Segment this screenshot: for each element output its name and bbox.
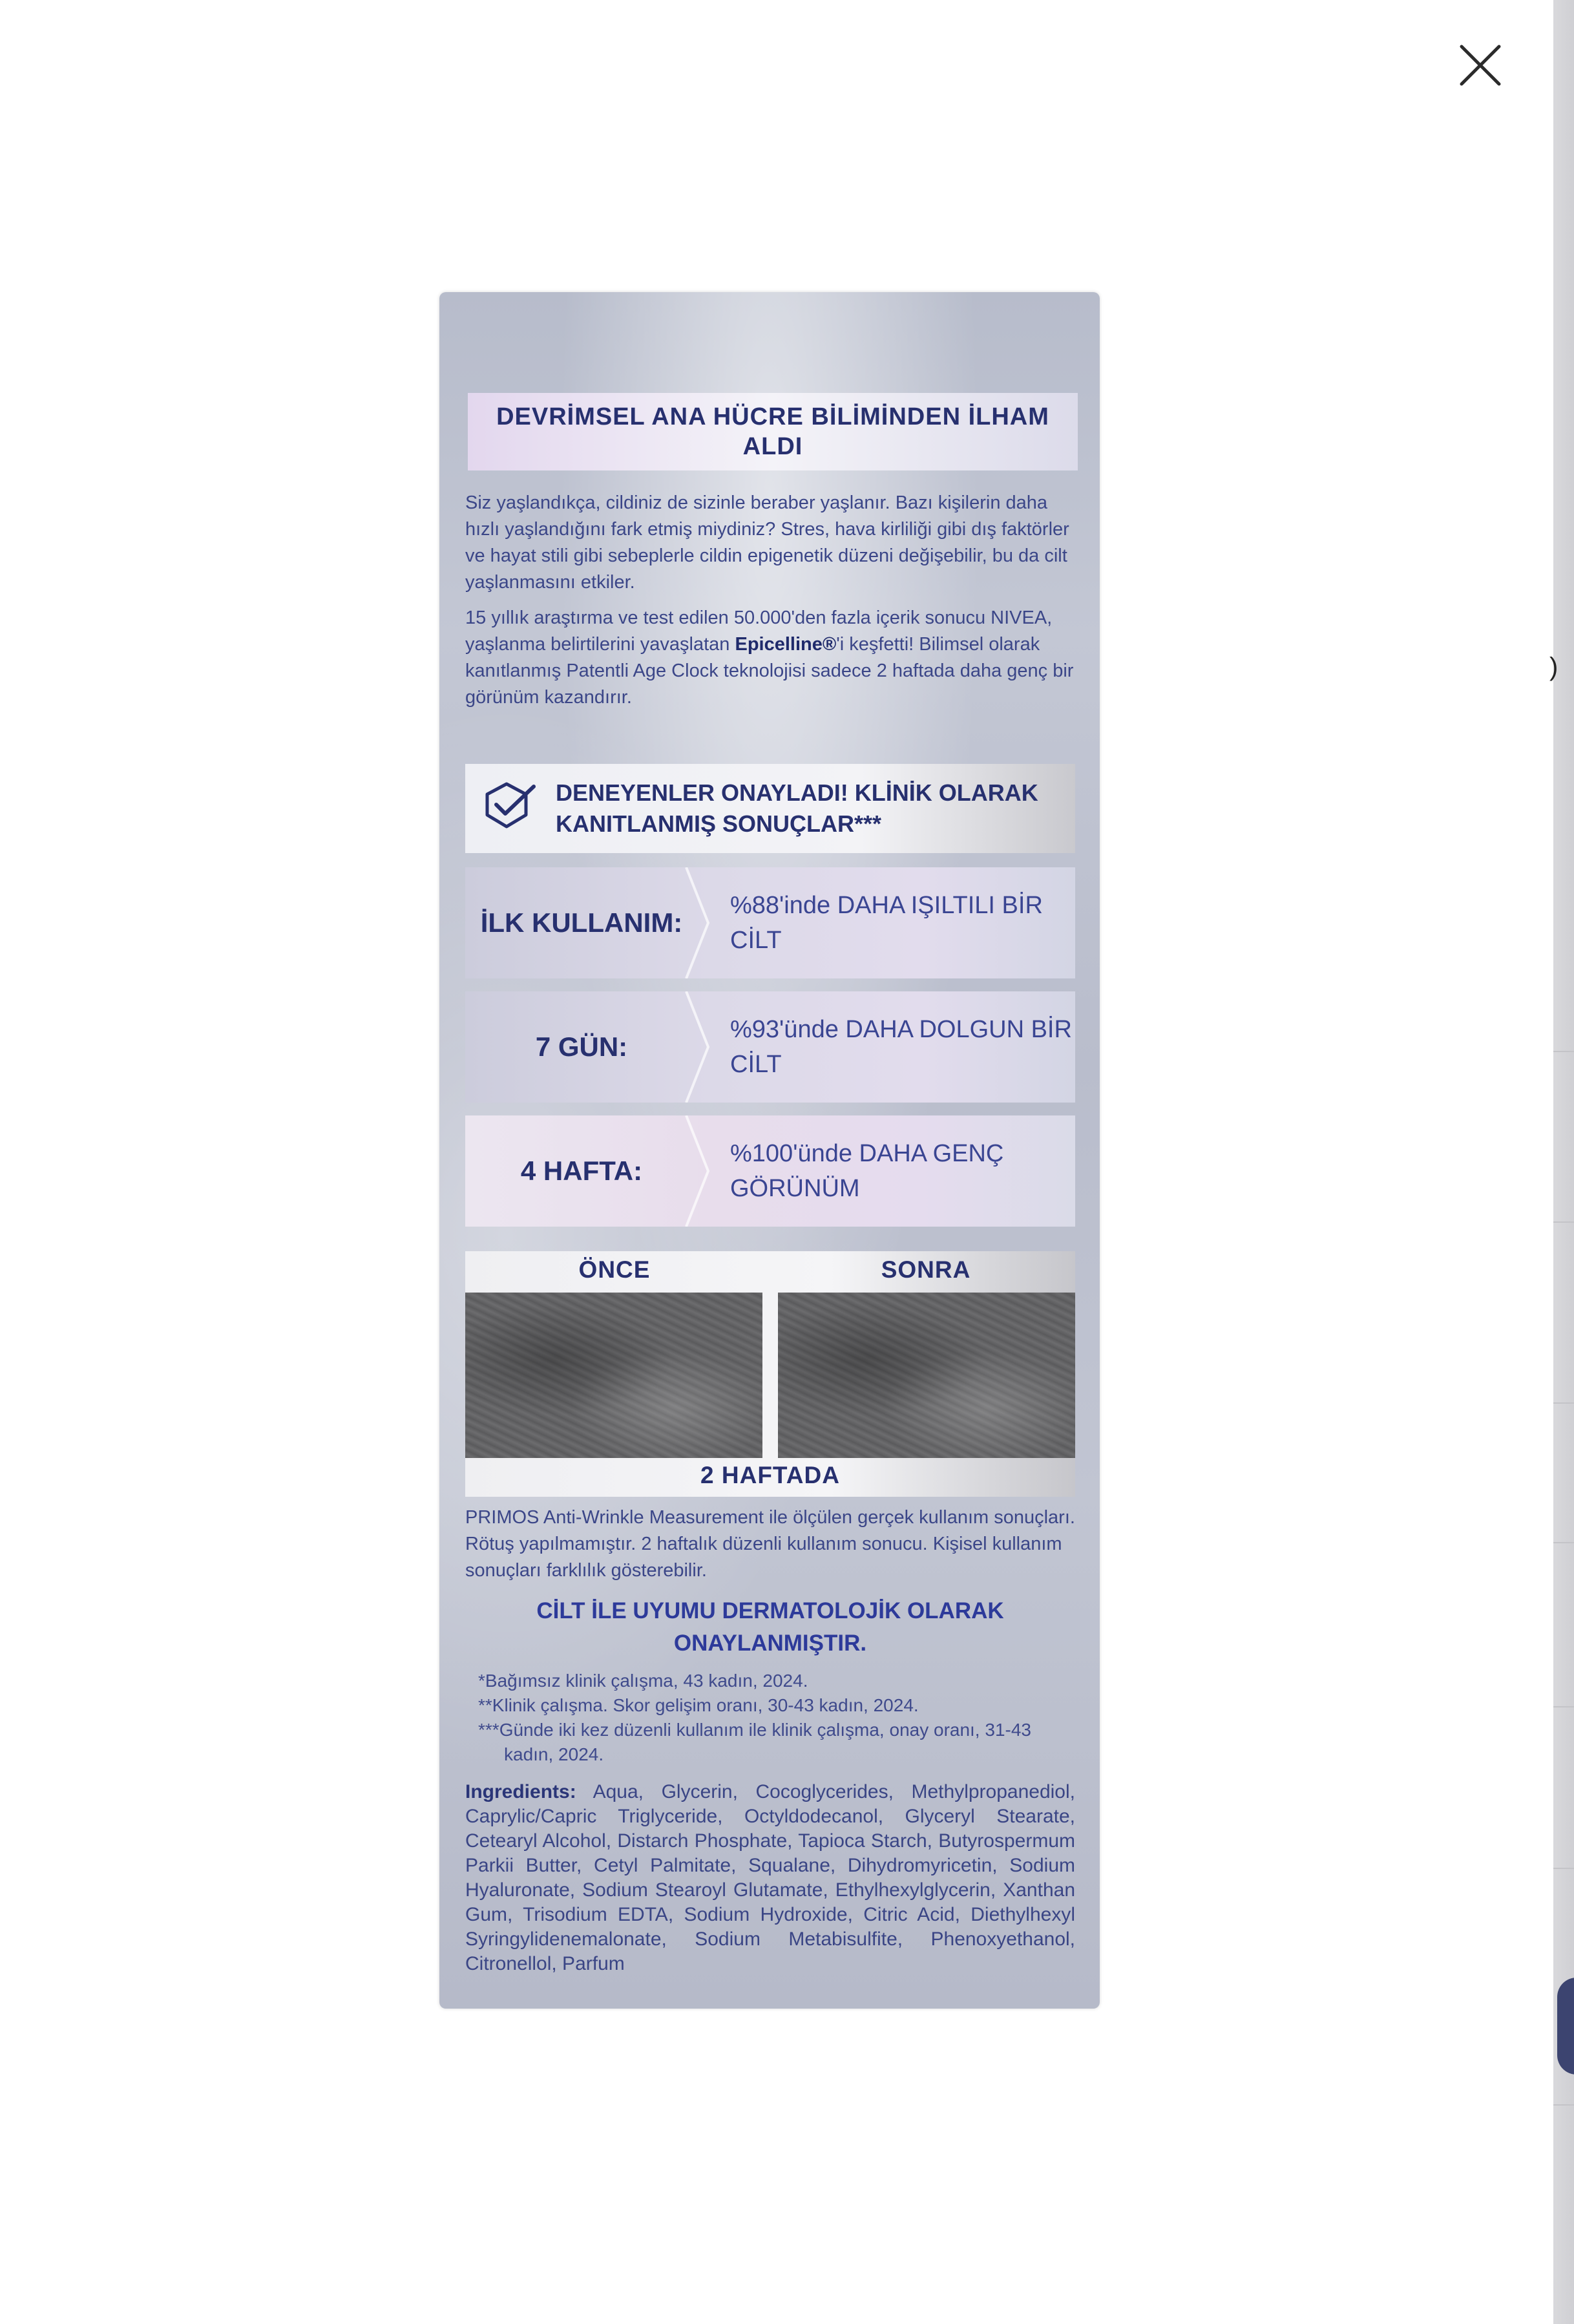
after-skin-photo — [778, 1293, 1075, 1458]
stat-value: %100'ünde DAHA GENÇ GÖRÜNÜM — [730, 1140, 1004, 1202]
footnotes — [478, 1669, 1075, 1767]
stat-label: İLK KULLANIM: — [480, 907, 683, 938]
research-paragraph — [465, 605, 1075, 711]
chevron-divider-icon — [685, 1115, 711, 1227]
after-label: SONRA — [881, 1256, 971, 1283]
measurement-note: PRIMOS Anti-Wrinkle Measurement ile ölçülen gerçek kullanım sonuçları. Rötuş yapılmamıştır. 2 haftalık düzenli kullanım sonucu. Kişisel kullanım sonuçları farklılık gösterebilir. — [465, 1507, 1075, 1581]
footnote: **Klinik çalışma. Skor gelişim oranı, 30-43 kadın, 2024. — [478, 1695, 919, 1715]
product-image — [439, 292, 1100, 2009]
stat-value: %93'ünde DAHA DOLGUN BİR CİLT — [730, 1016, 1072, 1078]
before-label: ÖNCE — [578, 1256, 651, 1283]
footnote: ***Günde iki kez düzenli kullanım ile klinik çalışma, onay oranı, 31-43 kadın, 2024. — [478, 1720, 1031, 1764]
close-button[interactable] — [1451, 36, 1509, 94]
stat-value: %88'inde DAHA IŞILTILI BİR CİLT — [730, 892, 1043, 954]
stat-row — [465, 991, 1075, 1103]
close-icon — [1451, 36, 1509, 94]
background-divider — [1553, 1402, 1574, 1404]
ingredients-text: Aqua, Glycerin, Cocoglycerides, Methylpropanediol, Caprylic/Capric Triglyceride, Octyldodecanol, Glyceryl Stearate, Cetearyl Alcohol, Distarch Phosphate, Tapioca Starch, Butyrospermum Parkii Butter, Cetyl Palmitate, Squalane, Dihydromyricetin, Sodium Hyaluronate, Sodium Stearoyl Glutamate, Ethylhexylglycerin, Xanthan Gum, Trisodium EDTA, Sodium Hydroxide, Citric Acid, Diethylhexyl Syringylidenemalonate, Sodium Metabisulfite, Phenoxyethanol, Citronellol, Parfum — [465, 1781, 1075, 1974]
stat-label: 4 HAFTA: — [520, 1156, 643, 1186]
before-after-comparison — [465, 1251, 1075, 1497]
before-after-caption: 2 HAFTADA — [700, 1462, 840, 1488]
background-text: ) — [1549, 653, 1558, 681]
chevron-divider-icon — [685, 867, 711, 978]
ingredients-label: Ingredients: — [465, 1781, 576, 1802]
ingredients-list — [465, 1780, 1075, 1976]
background-divider — [1553, 2104, 1574, 2106]
research-text-end: 'i keşfetti! Bilimsel olarak kanıtlanmış Patentli Age Clock teknolojisi sadece 2 haftada daha genç bir görünüm kazandırır. — [465, 634, 1074, 708]
chevron-divider-icon — [685, 991, 711, 1103]
panel-headline: DEVRİMSEL ANA HÜCRE BİLİMİNDEN İLHAM ALDI — [468, 393, 1078, 470]
clinical-badge-text: DENEYENLER ONAYLADI! KLİNİK OLARAK KANITLANMIŞ SONUÇLAR*** — [556, 779, 1038, 837]
clinical-badge — [465, 764, 1075, 853]
background-divider — [1553, 1051, 1574, 1052]
before-skin-photo — [465, 1293, 762, 1458]
research-text: 15 yıllık araştırma ve test edilen 50.000'den fazla içerik sonucu NIVEA, yaşlanma belirtilerini yavaşlatan — [465, 607, 1053, 655]
background-divider — [1553, 1221, 1574, 1223]
footnote: *Bağımsız klinik çalışma, 43 kadın, 2024. — [478, 1671, 808, 1691]
background-divider — [1553, 1706, 1574, 1707]
background-divider — [1553, 1542, 1574, 1543]
intro-paragraph: Siz yaşlandıkça, cildiniz de sizinle beraber yaşlanır. Bazı kişilerin daha hızlı yaşlandığını fark etmiş miydiniz? Stres, hava kirliliği gibi dış faktörler ve hayat stili gibi sebeplerle cildin epigenetik düzeni değişebilir, bu da cilt yaşlanmasını etkiler. — [465, 492, 1069, 593]
background-product-image — [1557, 1978, 1574, 2075]
dermatology-note: CİLT İLE UYUMU DERMATOLOJİK OLARAK ONAYLANMIŞTIR. — [536, 1598, 1004, 1656]
stat-row — [465, 867, 1075, 978]
background-divider — [1553, 1868, 1574, 1869]
stat-label: 7 GÜN: — [535, 1031, 628, 1062]
check-shield-icon — [481, 777, 543, 840]
epicelline-brand: Epicelline® — [735, 634, 837, 655]
background-page-edge — [1553, 0, 1574, 2324]
stat-row — [465, 1115, 1075, 1227]
